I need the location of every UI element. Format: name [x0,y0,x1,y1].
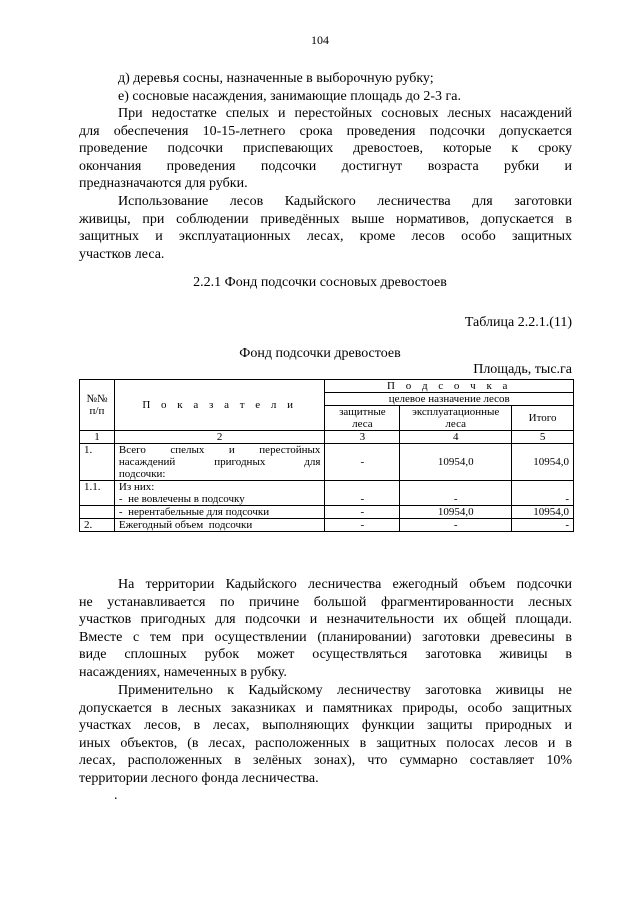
page-number: 104 [311,33,329,47]
row-protective: - [325,506,400,519]
header-num: №№ п/п [80,380,115,431]
row-total: - [512,481,574,506]
row-total: 10954,0 [512,444,574,481]
paragraph-line: окончания проведения подсочки достигнут возраста рубки и [79,158,572,174]
table-row [80,506,574,519]
row-num [80,506,115,519]
row-protective: - [325,481,400,506]
table-label: Таблица 2.2.1.(11) [464,315,572,330]
paragraph-line: для обеспечения 10-15-летнего срока проведения подсочки допускается [79,123,572,139]
indicator-line: - нерентабельные для подсочки [118,506,270,518]
indicator-line: Ежегодный объем подсочки [118,519,253,531]
indicator-line: насаждений пригодных для [118,456,321,468]
paragraph-line: участков пригодных для подсочки и незначительности их общей площади. [79,612,572,628]
indicator-line: Из них: [118,481,155,493]
row-total: - [512,519,574,532]
paragraph-line: предназначаются для рубки. [79,176,248,192]
col-number: 1 [80,431,115,444]
paragraph-line: лесах, расположенных в зелёных зонах), что суммарно составляет 10% [79,753,572,769]
paragraph-line: насаждениях, намеченных в рубку. [79,664,287,680]
list-item-d: д) деревья сосны, назначенные в выборочную рубку; [118,71,434,86]
row-exploitation: - [400,481,512,506]
paragraph-line: живицы, при соблюдении приведённых выше нормативов, допускается в [79,211,572,227]
section-title: 2.2.1 Фонд подсочки сосновых древостоев [193,275,447,290]
paragraph-line: проведение подсочки приспевающих древостоев, которые к сроку [79,141,572,157]
paragraph-line: Применительно к Кадыйскому лесничеству заготовка живицы не [118,683,572,698]
paragraph-line: При недостатке спелых и перестойных сосновых лесных насаждений [118,106,572,121]
row-protective: - [325,444,400,481]
row-exploitation: - [400,519,512,532]
table-row [80,444,574,481]
trailing-mark: . [114,788,118,803]
paragraph-line: территории лесного фонда лесничества. [79,770,319,786]
paragraph-line: виде сплошных рубок может осуществляться заготовка живицы в [79,647,572,663]
header-protective: защитные леса [325,406,400,431]
row-num: 2. [80,519,115,532]
paragraph-line: защитных и эксплуатационных лесах, кроме лесов особо защитных [79,229,572,245]
indicator-line: подсочки: [118,468,166,480]
table-title: Фонд подсочки древостоев [239,346,401,361]
column-number-row [80,431,574,444]
row-num: 1. [80,444,115,481]
row-exploitation: 10954,0 [400,444,512,481]
paragraph-line: На территории Кадыйского лесничества ежегодный объем подсочки [118,577,572,592]
row-indicator [114,481,325,506]
paragraph-3 [79,576,572,682]
row-indicator [114,506,325,519]
row-indicator [114,444,325,481]
header-subgroup: целевое назначение лесов [325,393,574,406]
paragraph-4 [79,682,572,788]
col-number: 4 [400,431,512,444]
paragraph-line: допускается в лесных заказниках и памятниках природы, особо защитных [79,700,572,716]
paragraph-line: Вместе с тем при осуществлении (планировании) заготовки древесины в [79,629,572,645]
paragraph-line: участках лесов, в лесах, выполняющих функции защиты природных и [79,718,572,734]
paragraph-line: Использование лесов Кадыйского лесничества для заготовки [118,194,572,209]
row-protective: - [325,519,400,532]
paragraph-line: не устанавливается по причине большой фрагментированности лесных [79,594,572,610]
col-number: 3 [325,431,400,444]
paragraph-2 [79,193,572,263]
indicator-line: - не вовлечены в подсочку [118,493,245,505]
indicator-line: Всего спелых и перестойных [118,444,321,456]
header-group: П о д с о ч к а [325,380,574,393]
table-row [80,481,574,506]
paragraph-line: участков леса. [79,246,165,262]
header-indicators: П о к а з а т е л и [114,380,325,431]
row-num: 1.1. [80,481,115,506]
col-number: 5 [512,431,574,444]
row-total: 10954,0 [512,506,574,519]
list-item-e: е) сосновые насаждения, занимающие площадь до 2-3 га. [118,88,461,104]
col-number: 2 [114,431,325,444]
row-indicator [114,519,325,532]
table-header-row [80,380,574,393]
paragraph-1 [79,105,572,193]
row-exploitation: 10954,0 [400,506,512,519]
header-total: Итого [512,406,574,431]
header-exploitation: эксплуатационные леса [400,406,512,431]
paragraph-line: иных объектов, (в лесах, расположенных в защитных полосах лесов и в [79,735,572,751]
top-text-block [118,70,572,105]
fund-table [79,379,574,532]
table-row [80,519,574,532]
table-unit: Площадь, тыс.га [473,362,572,377]
